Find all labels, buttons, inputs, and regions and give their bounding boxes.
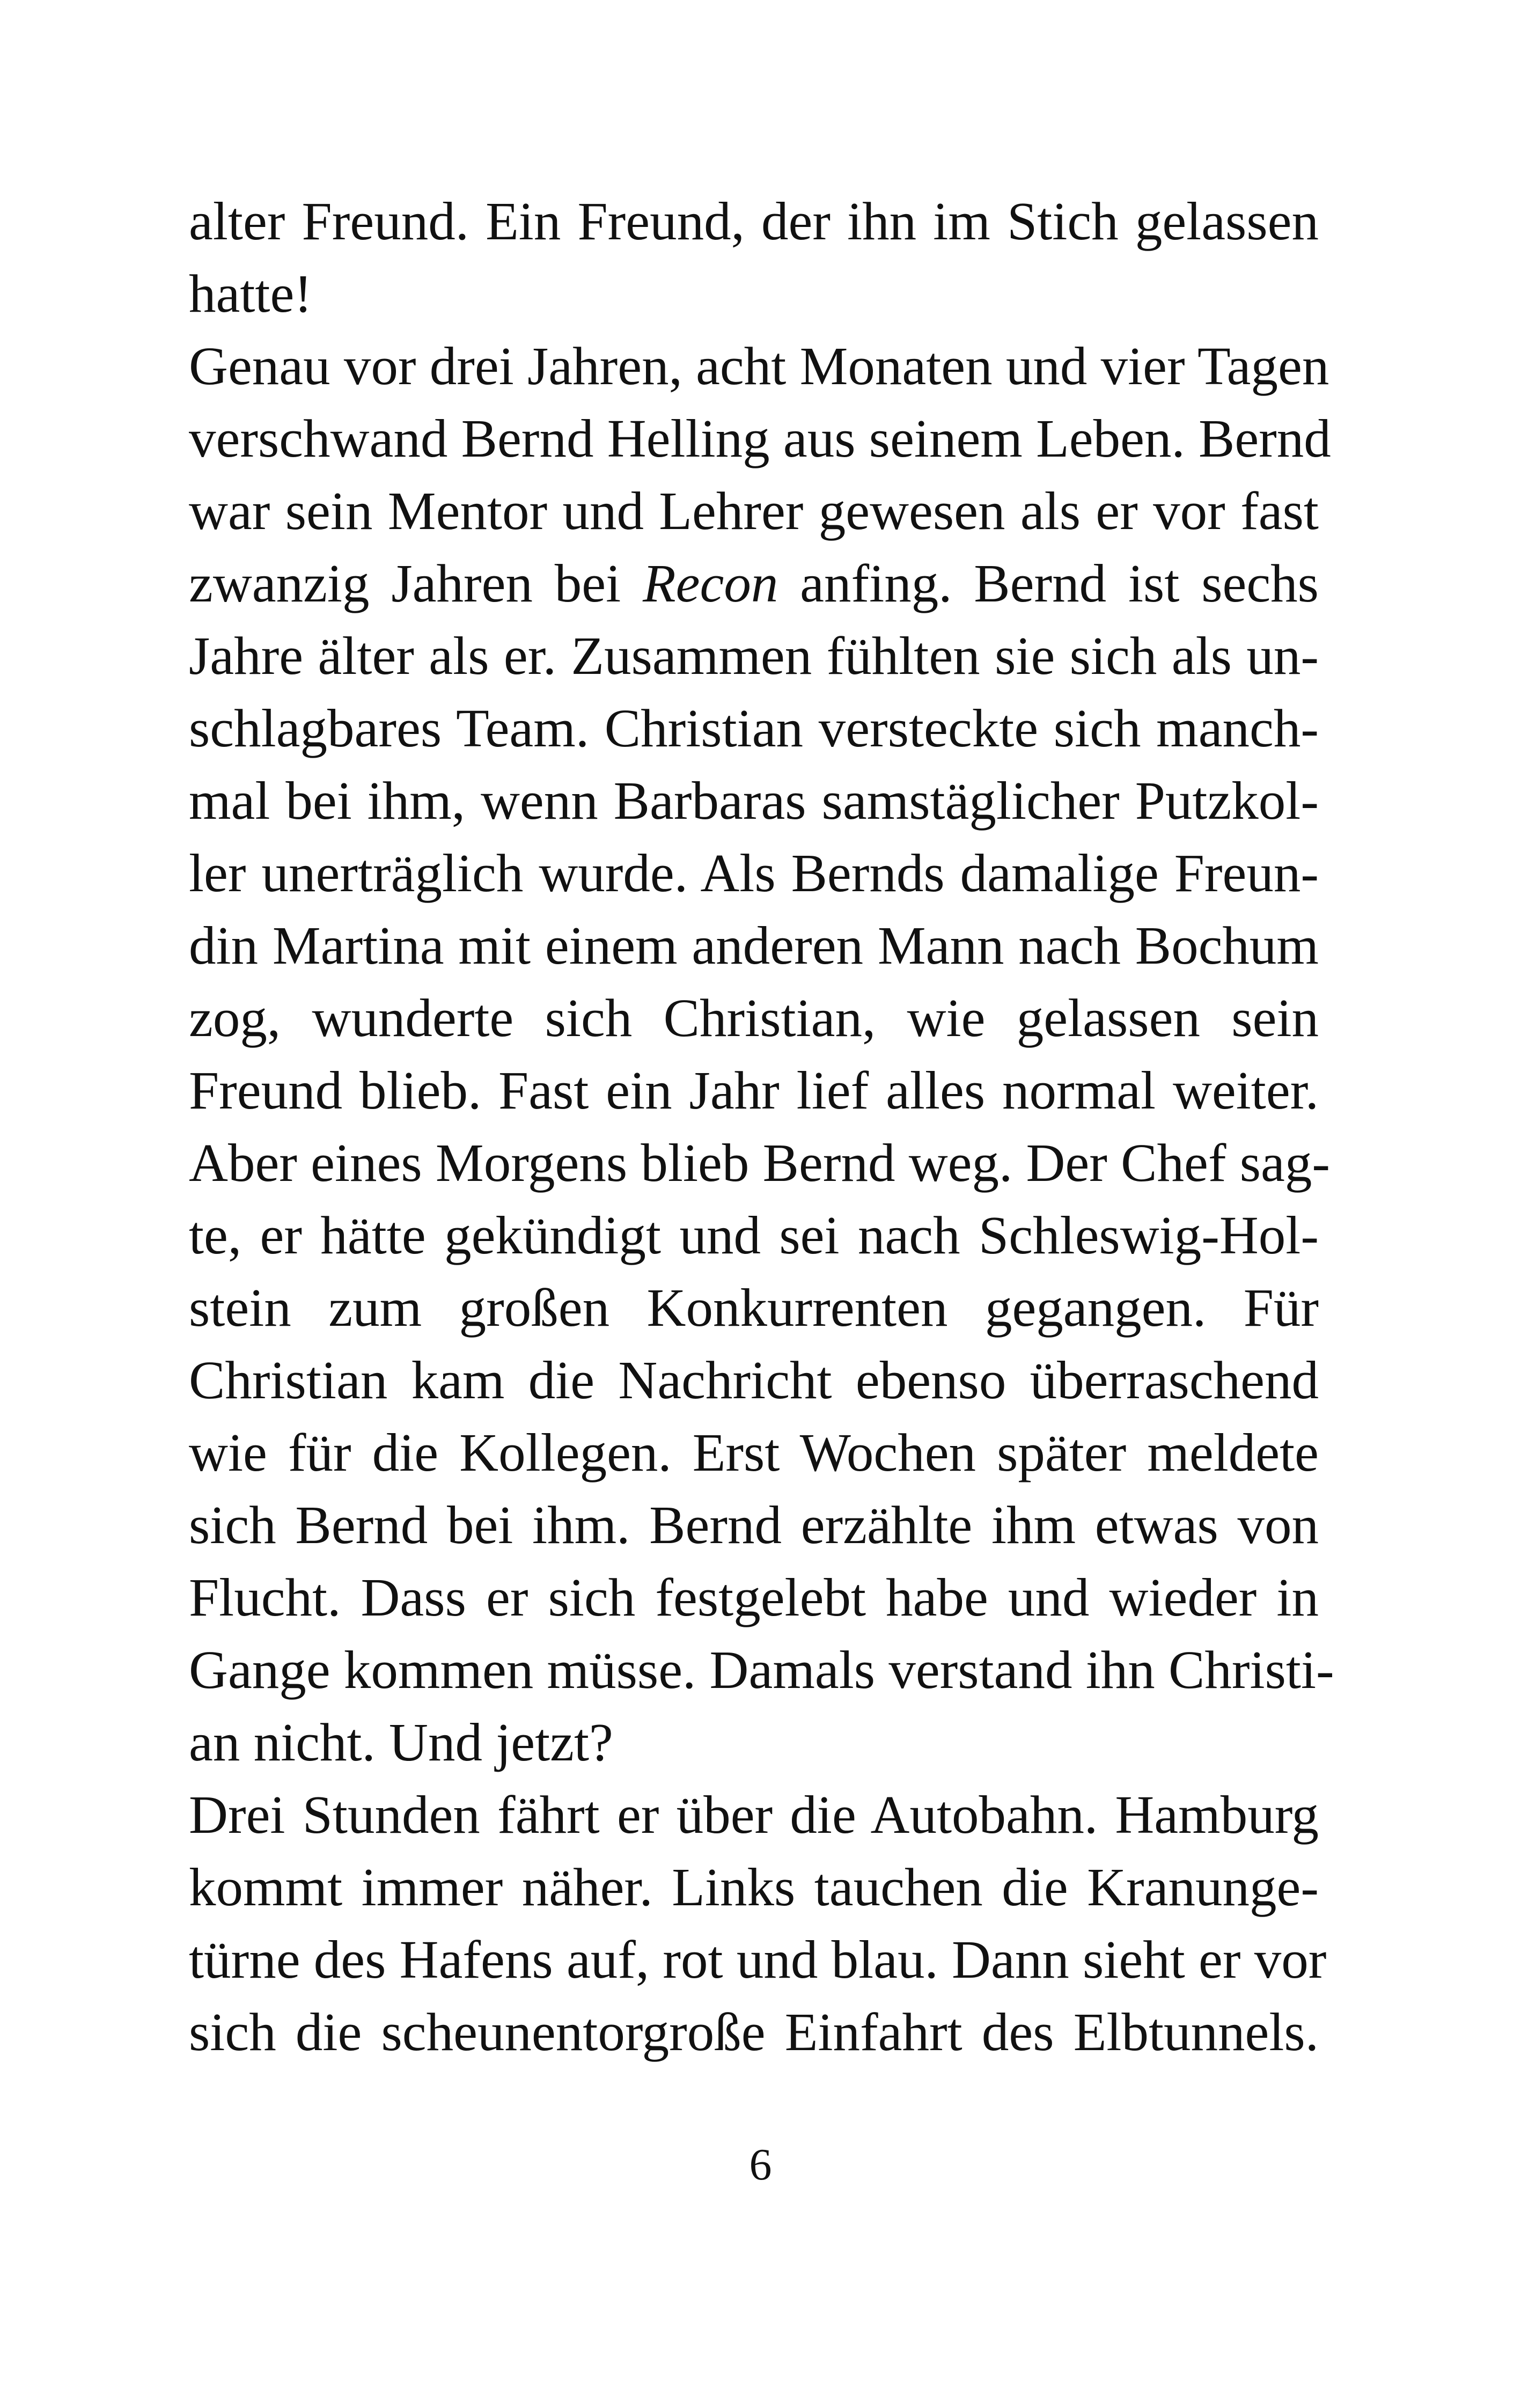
text-segment: anfing. Bernd ist sechs: [778, 553, 1319, 613]
text-segment: zwanzig Jahren bei: [189, 553, 643, 613]
text-line: an nicht. Und jetzt?: [189, 1712, 613, 1772]
text-line: wie für die Kollegen. Erst Wochen später meldete: [189, 1422, 1319, 1482]
text-line: mal bei ihm, wenn Barbaras samstäglicher Putzkol-: [189, 770, 1319, 831]
text-line: sich Bernd bei ihm. Bernd erzählte ihm etwas von: [189, 1495, 1319, 1555]
text-line: schlagbares Team. Christian versteckte sich manch-: [189, 698, 1319, 758]
text-line: Aber eines Morgens blieb Bernd weg. Der Chef sag-: [189, 1133, 1330, 1193]
text-line: Drei Stunden fährt er über die Autobahn. Hamburg: [189, 1785, 1319, 1845]
text-line: sich die scheunentorgroße Einfahrt des Elbtunnels.: [189, 2002, 1319, 2062]
text-line: Jahre älter als er. Zusammen fühlten sie sich als un-: [189, 626, 1319, 686]
text-line: ler unerträglich wurde. Als Bernds damalige Freun-: [189, 843, 1319, 903]
text-line: kommt immer näher. Links tauchen die Kranunge-: [189, 1857, 1319, 1917]
text-line: te, er hätte gekündigt und sei nach Schleswig-Hol-: [189, 1205, 1319, 1265]
text-line: alter Freund. Ein Freund, der ihn im Stich gelassen: [189, 191, 1319, 251]
text-line: verschwand Bernd Helling aus seinem Leben. Bernd: [189, 408, 1331, 468]
text-line: din Martina mit einem anderen Mann nach Bochum: [189, 915, 1319, 975]
text-line: hatte!: [189, 263, 312, 324]
text-line: Gange kommen müsse. Damals verstand ihn Christi-: [189, 1640, 1334, 1700]
text-line: [189, 547, 1319, 620]
page-number: 6: [749, 2140, 772, 2190]
text-line: Freund blieb. Fast ein Jahr lief alles normal weiter.: [189, 1060, 1319, 1120]
text-line: Christian kam die Nachricht ebenso überraschend: [189, 1350, 1319, 1410]
text-line: zog, wunderte sich Christian, wie gelassen sein: [189, 988, 1319, 1048]
text-line: türne des Hafens auf, rot und blau. Dann sieht er vor: [189, 1929, 1327, 1989]
text-line: stein zum großen Konkurrenten gegangen. Für: [189, 1278, 1319, 1338]
text-line: Genau vor drei Jahren, acht Monaten und vier Tagen: [189, 336, 1329, 396]
body-text: [189, 185, 1334, 2068]
text-line: Flucht. Dass er sich festgelebt habe und wieder in: [189, 1567, 1319, 1627]
text-line: war sein Mentor und Lehrer gewesen als er vor fast: [189, 481, 1319, 541]
italic-company-name: Recon: [642, 553, 778, 613]
